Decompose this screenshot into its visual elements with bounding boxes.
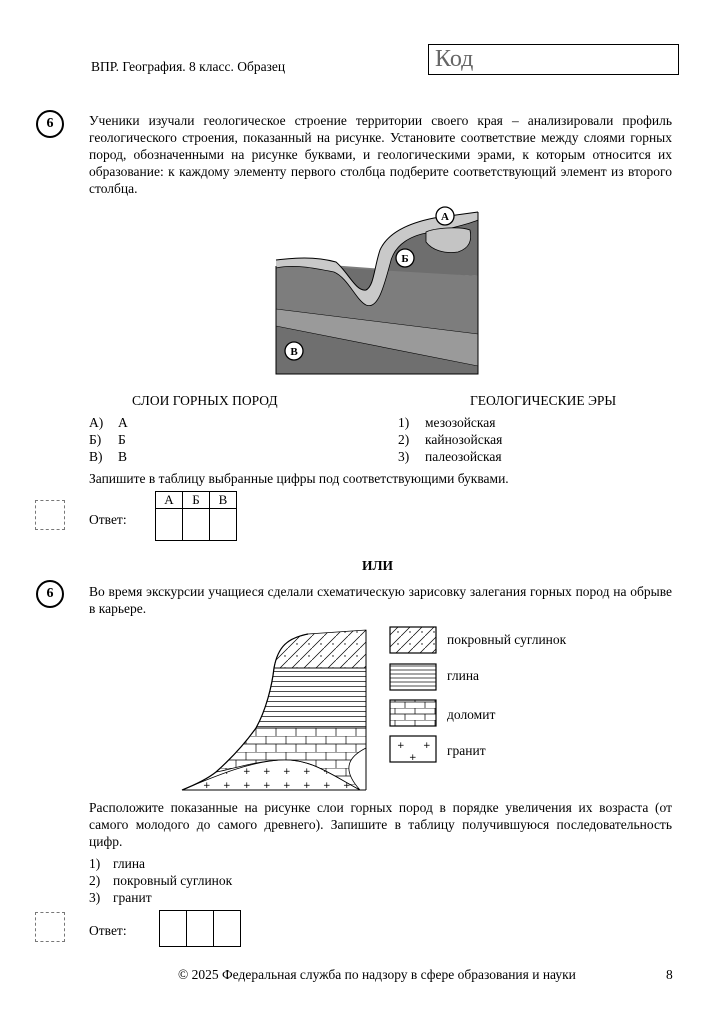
or-separator: ИЛИ <box>362 558 394 573</box>
legend-swatch-dolomite <box>390 700 436 726</box>
answer-label: Ответ: <box>89 923 127 938</box>
list-item-key: 3) <box>398 449 410 464</box>
code-label: Код <box>435 46 474 72</box>
label-a: А <box>441 211 449 223</box>
answer-cell[interactable] <box>160 911 187 947</box>
footer-copyright: © 2025 Федеральная служба по надзору в сфере образования и науки <box>178 967 576 982</box>
answer-cell[interactable] <box>183 509 210 541</box>
svg-text:+: + <box>409 753 417 763</box>
legend-label: глина <box>447 668 480 683</box>
task2-text: Во время экскурсии учащиеся сделали схематическую зарисовку залегания горных пород на обрыве в карьере. <box>89 584 672 616</box>
legend-swatch-clay <box>390 664 436 690</box>
answer-table <box>159 910 241 947</box>
answer-header: В <box>210 492 237 509</box>
task2-instruction: Расположите показанные на рисунке слои горных пород в порядке увеличения их возраста (от самого молодого до самого древнего). Запишите в таблицу получившуюся последовательность цифр. <box>89 800 672 849</box>
code-field[interactable] <box>428 44 679 75</box>
task1-text: Ученики изучали геологическое строение территории своего края – анализировали профиль геологического строения, показанный на рисунке. Установите соответствие между слоями горных пород, обозначенными на рисунке буквами, и геологическими эрами, к которым относится их образование: к каждому элементу первого столбца подберите соответствующий элемент из второго столбца. <box>89 113 672 196</box>
list-item-key: 2) <box>89 873 101 888</box>
list-item-key: 1) <box>89 856 101 871</box>
list-item-key: 2) <box>398 432 410 447</box>
legend-label: гранит <box>447 743 486 758</box>
legend-swatch-loam <box>390 627 436 653</box>
header-title: ВПР. География. 8 класс. Образец <box>91 59 286 74</box>
quarry-section-figure <box>180 624 380 796</box>
svg-text:+: + <box>423 741 431 751</box>
legend-label: доломит <box>447 707 496 722</box>
list-item-value: Б <box>118 432 126 447</box>
geologic-profile-figure <box>274 206 480 376</box>
list-item-value: В <box>118 449 128 464</box>
legend-label: покровный суглинок <box>447 632 567 647</box>
list-item-value: глина <box>113 856 146 871</box>
answer-label: Ответ: <box>89 512 127 527</box>
list-item-value: покровный суглинок <box>113 873 233 888</box>
list-item-key: 1) <box>398 415 410 430</box>
answer-header: А <box>156 492 183 509</box>
list-item-key: 3) <box>89 890 101 905</box>
question-number: 6 <box>36 110 64 138</box>
list-item-value: мезозойская <box>425 415 496 430</box>
col1-header: СЛОИ ГОРНЫХ ПОРОД <box>132 393 278 408</box>
answer-cell[interactable] <box>156 509 183 541</box>
list-item-value: гранит <box>113 890 152 905</box>
list-item-value: кайнозойская <box>425 432 503 447</box>
legend-swatches <box>389 624 439 764</box>
col2-header: ГЕОЛОГИЧЕСКИЕ ЭРЫ <box>470 393 617 408</box>
list-item-key: А) <box>89 415 104 430</box>
label-v: В <box>290 346 298 358</box>
page-number: 8 <box>666 967 673 982</box>
answer-cell[interactable] <box>187 911 214 947</box>
question-number: 6 <box>36 580 64 608</box>
answer-table <box>155 491 237 541</box>
svg-text:+: + <box>397 741 405 751</box>
list-item-value: А <box>118 415 128 430</box>
list-item-value: палеозойская <box>425 449 502 464</box>
score-box[interactable] <box>35 500 65 530</box>
list-item-key: Б) <box>89 432 102 447</box>
label-b: Б <box>401 253 409 265</box>
answer-header: Б <box>183 492 210 509</box>
task1-instruction: Запишите в таблицу выбранные цифры под соответствующими буквами. <box>89 471 509 486</box>
answer-cell[interactable] <box>210 509 237 541</box>
answer-cell[interactable] <box>214 911 241 947</box>
score-box[interactable] <box>35 912 65 942</box>
list-item-key: В) <box>89 449 103 464</box>
